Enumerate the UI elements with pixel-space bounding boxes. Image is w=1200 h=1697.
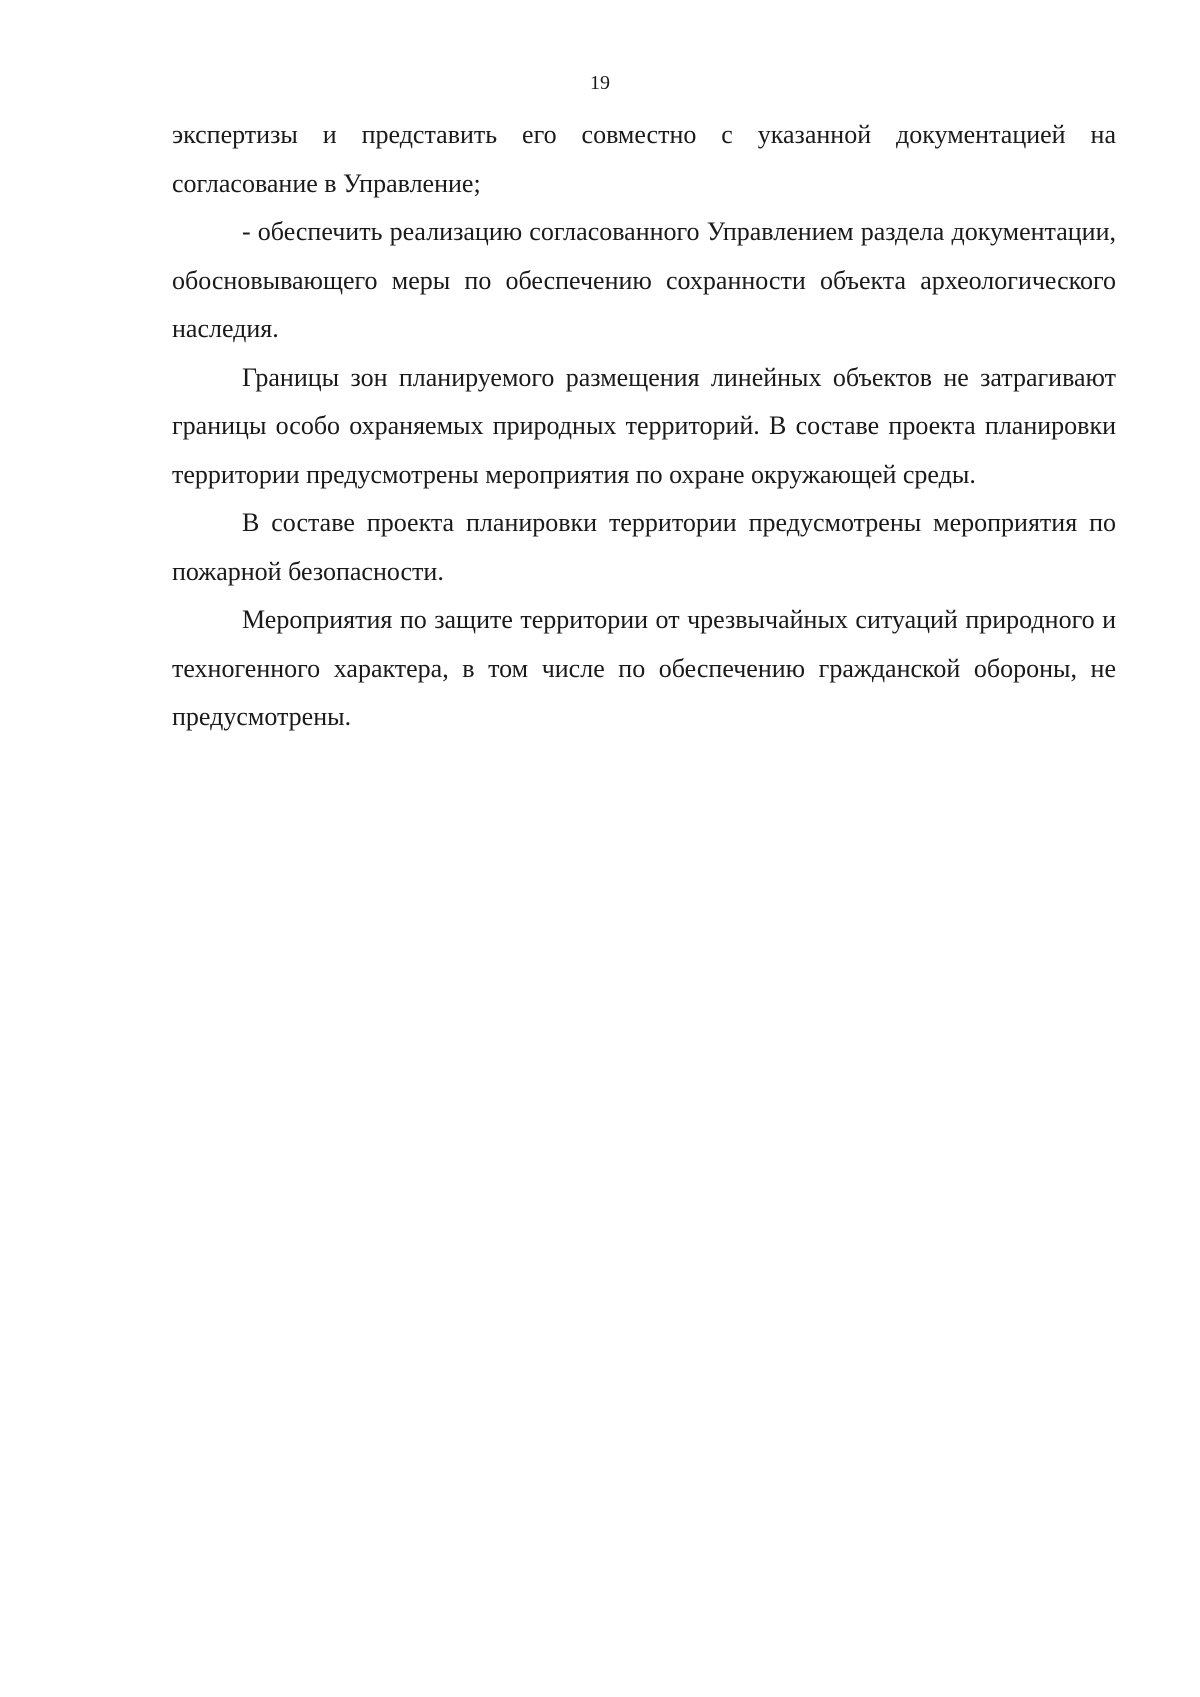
paragraph-continuation: экспертизы и представить его совместно с указанной документацией на согласование в Управление; [172, 120, 1116, 198]
document-body [172, 111, 1116, 742]
paragraph-emergency: Мероприятия по защите территории от чрезвычайных ситуаций природного и техногенного характера, в том числе по обеспечению гражданской обороны, не предусмотрены. [172, 605, 1116, 731]
paragraph-fire-safety: В составе проекта планировки территории предусмотрены мероприятия по пожарной безопасности. [172, 508, 1116, 586]
paragraph-boundaries: Границы зон планируемого размещения линейных объектов не затрагивают границы особо охраняемых природных территорий. В составе проекта планировки территории предусмотрены мероприятия по охране окружающей среды. [172, 362, 1116, 489]
page-number: 19 [590, 72, 610, 94]
paragraph-list-item: - обеспечить реализацию согласованного Управлением раздела документации, обосновывающего меры по обеспечению сохранности объекта археологического наследия. [172, 217, 1116, 343]
